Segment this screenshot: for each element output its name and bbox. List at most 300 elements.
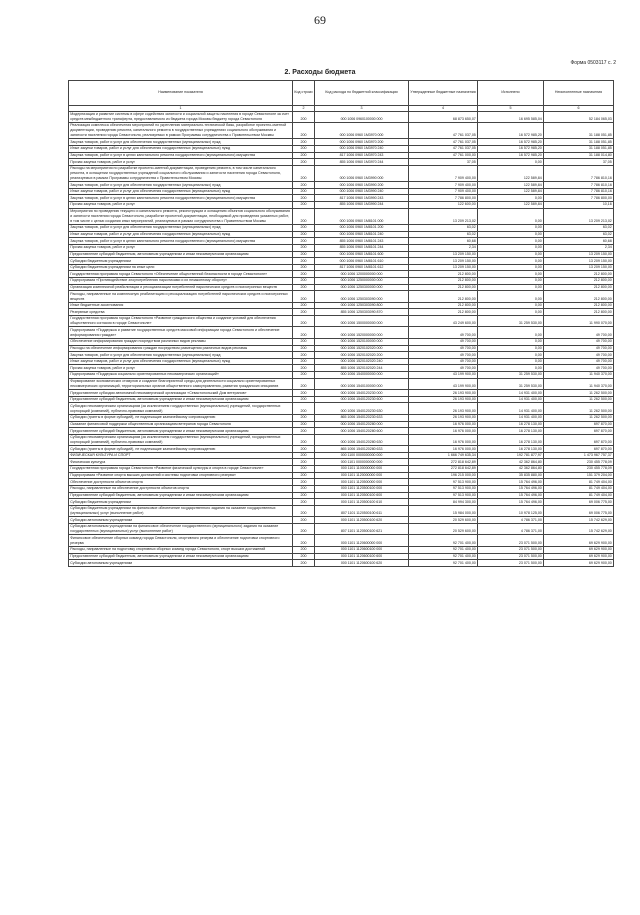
table-row [69, 316, 614, 327]
row-unexecuted-cell: 11 262 500,00 [544, 414, 614, 421]
table-row [69, 188, 614, 195]
table-row [69, 271, 614, 278]
row-classification-cell: 000 1006 0960 1М8101 200 [315, 225, 409, 232]
row-approved-cell: 16 976 000,00 [409, 421, 478, 428]
column-number: 2 [293, 105, 315, 111]
row-classification-cell: 000 1006 0960 1М3990 200 [315, 182, 409, 189]
row-executed-cell: 4 786 371,00 [478, 517, 544, 524]
row-classification-cell: 000 1006 1540000000 000 [315, 372, 409, 379]
row-code-cell: 200 [293, 485, 315, 492]
table-row [69, 390, 614, 397]
row-code-cell: 200 [293, 428, 315, 435]
row-unexecuted-cell: 697 870,00 [544, 421, 614, 428]
row-name-cell: Обеспечение информирования граждан посредством различных видов рекламы [69, 338, 293, 345]
row-approved-cell: 196 215 000,00 [409, 472, 478, 479]
form-label: Форма 0503117 с. 2 [570, 60, 616, 66]
row-unexecuted-cell: 10,16 [544, 202, 614, 209]
row-approved-cell: 49 700,00 [409, 338, 478, 345]
row-approved-cell: 26 193 900,00 [409, 403, 478, 414]
row-unexecuted-cell: 11 940 370,00 [544, 378, 614, 389]
row-name-cell: Предоставление субсидий бюджетным, автономным учреждениям и иным некоммерческим организациям [69, 428, 293, 435]
table-header-row [69, 81, 614, 106]
row-approved-cell: 13 209 150,00 [409, 251, 478, 258]
row-unexecuted-cell: 212 800,00 [544, 284, 614, 291]
row-executed-cell: 0,00 [478, 159, 544, 166]
row-code-cell: 200 [293, 505, 315, 516]
row-classification-cell: 855 1006 1250303090 870 [315, 309, 409, 316]
row-unexecuted-cell: 69 629 900,00 [544, 560, 614, 567]
row-classification-cell: 000 1101 1120600100 600 [315, 553, 409, 560]
row-classification-cell: 000 1006 1540120280 000 [315, 421, 409, 428]
row-classification-cell: 807 1101 1120500100 621 [315, 523, 409, 534]
row-code-cell: 200 [293, 372, 315, 379]
table-row [69, 452, 614, 459]
row-approved-cell: 92 701 400,00 [409, 535, 478, 546]
row-unexecuted-cell: 230 455 778,09 [544, 459, 614, 466]
row-name-cell: Расходы, направленные на комплексную реабилитацию и ресоциализацию потребителей наркотических средств и психотропных веществ [69, 291, 293, 302]
row-classification-cell: 000 1006 0960 1М3990 000 [315, 165, 409, 181]
row-approved-cell: 212 800,00 [409, 271, 478, 278]
row-unexecuted-cell: 151 379 204,00 [544, 472, 614, 479]
row-executed-cell: 16 572 985,20 [478, 123, 544, 139]
row-approved-cell: 43 249 600,00 [409, 316, 478, 327]
row-executed-cell: 16 278 130,00 [478, 421, 544, 428]
row-name-cell: Субсидии автономным учреждениям на финансовое обеспечение государственного (муниципального) задания на оказание государственных (муниципальных) услуг (выполнение работ) [69, 523, 293, 534]
row-classification-cell: 000 1101 1120500100 620 [315, 517, 409, 524]
row-approved-cell: 7 909 400,00 [409, 188, 478, 195]
row-approved-cell: 97 513 900,00 [409, 479, 478, 486]
row-approved-cell: 84 994 300,00 [409, 499, 478, 506]
row-classification-cell: 000 1006 1200000000 000 [315, 271, 409, 278]
row-code-cell: 200 [293, 231, 315, 238]
table-row [69, 466, 614, 473]
table-row [69, 345, 614, 352]
row-code-cell: 200 [293, 271, 315, 278]
row-executed-cell: 0,00 [478, 352, 544, 359]
row-code-cell: 200 [293, 284, 315, 291]
row-approved-cell: 43 199 900,00 [409, 372, 478, 379]
row-code-cell: 200 [293, 345, 315, 352]
row-executed-cell: 14 931 400,00 [478, 403, 544, 414]
row-unexecuted-cell: 69 006 775,00 [544, 499, 614, 506]
row-code-cell: 200 [293, 523, 315, 534]
row-executed-cell: 16 572 985,20 [478, 139, 544, 146]
row-executed-cell: 31 259 530,00 [478, 372, 544, 379]
row-classification-cell: 855 1006 0960 1М8101 244 [315, 244, 409, 251]
row-executed-cell: 10 978 125,00 [478, 505, 544, 516]
row-classification-cell: 000 1101 1120600000 000 [315, 535, 409, 546]
table-row [69, 202, 614, 209]
row-executed-cell: 0,00 [478, 244, 544, 251]
row-executed-cell: 0,00 [478, 258, 544, 265]
table-row [69, 264, 614, 271]
row-name-cell: Государственная программа города Севастополя «Обеспечение общественной безопасности в городе Севастополе» [69, 271, 293, 278]
row-unexecuted-cell: 13 209 150,00 [544, 251, 614, 258]
table-row [69, 291, 614, 302]
row-executed-cell: 0,00 [478, 231, 544, 238]
row-unexecuted-cell: 81 749 404,00 [544, 485, 614, 492]
row-unexecuted-cell: 230 455 778,09 [544, 466, 614, 473]
row-approved-cell: 97 513 900,00 [409, 492, 478, 499]
row-approved-cell: 47 761 000,00 [409, 152, 478, 159]
row-name-cell: Государственная программа города Севастополя «Развитие физической культуры и спорта в городе Севастополе» [69, 466, 293, 473]
row-approved-cell: 92 701 400,00 [409, 553, 478, 560]
row-classification-cell: 000 1006 0960 1М8101 600 [315, 251, 409, 258]
row-approved-cell: 49 700,00 [409, 345, 478, 352]
row-classification-cell: 000 1006 1250000000 000 [315, 278, 409, 285]
row-name-cell: Обеспечение доступности объектов спорта [69, 479, 293, 486]
row-name-cell: Резервные средства [69, 309, 293, 316]
header-indicator-name: Наименование показателя [69, 81, 293, 106]
row-unexecuted-cell: 7 786 810,16 [544, 165, 614, 181]
row-unexecuted-cell: 69 629 900,00 [544, 546, 614, 553]
row-approved-cell: 63,02 [409, 225, 478, 232]
row-unexecuted-cell: 49 700,00 [544, 345, 614, 352]
row-executed-cell: 0,00 [478, 208, 544, 224]
row-approved-cell: 97 513 900,00 [409, 485, 478, 492]
row-approved-cell: 13 209 150,00 [409, 258, 478, 265]
row-code-cell: 200 [293, 352, 315, 359]
table-row [69, 358, 614, 365]
table-row [69, 284, 614, 291]
row-unexecuted-cell: 212 800,00 [544, 278, 614, 285]
table-row [69, 352, 614, 359]
row-unexecuted-cell: 11 990 070,00 [544, 316, 614, 327]
table-row [69, 378, 614, 389]
row-code-cell: 200 [293, 517, 315, 524]
row-executed-cell: 0,00 [478, 238, 544, 245]
row-name-cell: Оказание финансовой поддержки общественным организациям ветеранов города Севастополя [69, 421, 293, 428]
row-approved-cell: 49 700,00 [409, 358, 478, 365]
row-code-cell: 200 [293, 152, 315, 159]
row-name-cell: Расходы, направленные на подготовку спортивных сборных команд города Севастополя, спорт высших достижений [69, 546, 293, 553]
table-row [69, 523, 614, 534]
row-name-cell: Государственная программа города Севастополя «Развитие гражданского общества и создание условий для обеспечения общественного согласия в городе Севастополе» [69, 316, 293, 327]
row-classification-cell: 000 1006 0960100000 000 [315, 111, 409, 122]
row-unexecuted-cell: 697 870,00 [544, 428, 614, 435]
row-executed-cell: 23 071 500,00 [478, 553, 544, 560]
row-classification-cell: 000 1101 0000000000 000 [315, 459, 409, 466]
table-row [69, 414, 614, 421]
table-row [69, 123, 614, 139]
row-code-cell: 200 [293, 414, 315, 421]
table-row [69, 472, 614, 479]
row-code-cell: 200 [293, 365, 315, 372]
table-row [69, 159, 614, 166]
row-approved-cell: 26 193 900,00 [409, 390, 478, 397]
row-executed-cell: 35 835 880,00 [478, 472, 544, 479]
row-unexecuted-cell: 7 786 800,00 [544, 195, 614, 202]
row-unexecuted-cell: 212 800,00 [544, 309, 614, 316]
row-code-cell: 200 [293, 202, 315, 209]
table-row [69, 485, 614, 492]
row-code-cell: 200 [293, 452, 315, 459]
row-name-cell: Подпрограмма «Поддержка социально ориентированных некоммерческих организаций» [69, 372, 293, 379]
row-approved-cell: 49 700,00 [409, 327, 478, 338]
table-row [69, 446, 614, 453]
row-code-cell: 200 [293, 396, 315, 403]
table-row [69, 238, 614, 245]
row-code-cell: 200 [293, 327, 315, 338]
row-unexecuted-cell: 11 940 370,00 [544, 372, 614, 379]
row-classification-cell: 000 1100 0000000000 000 [315, 452, 409, 459]
row-approved-cell: 212 800,00 [409, 284, 478, 291]
row-code-cell: 200 [293, 338, 315, 345]
row-name-cell: Предоставление субсидий бюджетным, автономным учреждениям и иным некоммерческим организациям [69, 251, 293, 258]
row-classification-cell: 000 1006 1520000000 000 [315, 327, 409, 338]
row-code-cell: 200 [293, 309, 315, 316]
table-row [69, 146, 614, 153]
row-code-cell: 200 [293, 251, 315, 258]
row-executed-cell: 42 362 864,80 [478, 459, 544, 466]
row-unexecuted-cell: 49 700,00 [544, 352, 614, 359]
table-row [69, 396, 614, 403]
row-executed-cell: 16 278 130,00 [478, 434, 544, 445]
row-name-cell: Закупка товаров, работ и услуг в целях капитального ремонта государственного (муниципального) имущества [69, 152, 293, 159]
row-code-cell: 200 [293, 553, 315, 560]
row-executed-cell: 0,00 [478, 345, 544, 352]
table-row [69, 152, 614, 159]
row-name-cell: Предоставление субсидии автономной некоммерческой организации «Севастопольский Дом ветеранов» [69, 390, 293, 397]
header-executed: Исполнено [478, 81, 544, 106]
row-code-cell: 200 [293, 182, 315, 189]
row-approved-cell: 7 909 400,00 [409, 165, 478, 181]
row-name-cell: Иные закупки товаров, работ и услуг для обеспечения государственных (муниципальных) нужд [69, 358, 293, 365]
row-code-cell: 200 [293, 238, 315, 245]
row-approved-cell: 7 786 800,00 [409, 195, 478, 202]
row-name-cell: Расходы, направленные на обеспечение доступности объектов спорта [69, 485, 293, 492]
row-classification-cell: 855 1006 1520102020 244 [315, 365, 409, 372]
row-approved-cell: 47 761 037,05 [409, 123, 478, 139]
row-unexecuted-cell: 69 629 900,00 [544, 535, 614, 546]
row-approved-cell: 49 700,00 [409, 352, 478, 359]
row-name-cell: Реализация комплекса обеспечения мероприятий по укреплению материально-технической базы, разработке проектно-сметной документации, проведению ремонта, капитального ремонта в государственных учреждениях социального обслуживания и занятости населения города Севастополя, реализуемых в рамках Программы сотрудничества с Правительством Москвы [69, 123, 293, 139]
row-classification-cell: 000 1006 1250303090 800 [315, 302, 409, 309]
row-name-cell: Иные бюджетные ассигнования [69, 302, 293, 309]
table-row [69, 251, 614, 258]
row-executed-cell: 0,00 [478, 278, 544, 285]
row-executed-cell: 0,00 [478, 365, 544, 372]
row-classification-cell: 000 1006 0960 1М3970 200 [315, 139, 409, 146]
header-line-code: Код строки [293, 81, 315, 106]
row-name-cell: Предоставление субсидий бюджетным, автономным учреждениям и иным некоммерческим организациям [69, 396, 293, 403]
row-name-cell: Закупка товаров, работ и услуг для обеспечения государственных (муниципальных) нужд [69, 352, 293, 359]
row-classification-cell: 000 1006 0960 1М8101 610 [315, 258, 409, 265]
row-classification-cell: 817 1006 0960 1М3990 243 [315, 195, 409, 202]
table-row [69, 139, 614, 146]
row-unexecuted-cell: 11 262 500,00 [544, 403, 614, 414]
row-unexecuted-cell: 31 188 051,85 [544, 139, 614, 146]
row-executed-cell: 14 931 400,00 [478, 390, 544, 397]
row-unexecuted-cell: 1 473 967 757,37 [544, 452, 614, 459]
row-name-cell: Прочая закупка товаров, работ и услуг [69, 159, 293, 166]
row-classification-cell: 000 1006 1540120280 630 [315, 434, 409, 445]
table-row [69, 327, 614, 338]
row-executed-cell: 122 589,84 [478, 165, 544, 181]
row-unexecuted-cell: 13 209 213,02 [544, 208, 614, 224]
row-code-cell: 200 [293, 403, 315, 414]
row-approved-cell: 47 761 037,05 [409, 139, 478, 146]
table-row [69, 517, 614, 524]
row-approved-cell: 92 701 400,00 [409, 546, 478, 553]
row-name-cell: Закупка товаров, работ и услуг в целях капитального ремонта государственного (муниципального) имущества [69, 195, 293, 202]
table-row [69, 165, 614, 181]
row-unexecuted-cell: 7 786 810,16 [544, 188, 614, 195]
row-unexecuted-cell: 49 700,00 [544, 327, 614, 338]
row-code-cell: 200 [293, 195, 315, 202]
row-classification-cell: 000 1006 0960 1М8101 000 [315, 208, 409, 224]
row-unexecuted-cell: 31 188 051,85 [544, 123, 614, 139]
row-executed-cell: 15 764 496,00 [478, 479, 544, 486]
row-classification-cell: 000 1006 0960 1М3970 000 [315, 123, 409, 139]
row-code-cell: 200 [293, 446, 315, 453]
row-code-cell: 200 [293, 302, 315, 309]
row-executed-cell: 192 781 877,97 [478, 452, 544, 459]
row-unexecuted-cell: 11 262 500,00 [544, 390, 614, 397]
table-row [69, 195, 614, 202]
row-approved-cell: 1 666 749 635,34 [409, 452, 478, 459]
row-name-cell: Прочая закупка товаров, работ и услуг [69, 365, 293, 372]
row-approved-cell: 272 818 642,89 [409, 459, 478, 466]
row-executed-cell: 0,00 [478, 291, 544, 302]
row-classification-cell: 865 1006 1540120230 633 [315, 414, 409, 421]
row-name-cell: Субсидии автономным учреждениям [69, 517, 293, 524]
table-row [69, 428, 614, 435]
table-row [69, 560, 614, 567]
table-row [69, 302, 614, 309]
row-executed-cell: 122 589,84 [478, 182, 544, 189]
row-unexecuted-cell: 49 700,00 [544, 358, 614, 365]
row-approved-cell: 212 800,00 [409, 302, 478, 309]
row-code-cell: 200 [293, 358, 315, 365]
row-executed-cell: 0,00 [478, 358, 544, 365]
row-code-cell: 200 [293, 378, 315, 389]
row-executed-cell: 0,00 [478, 327, 544, 338]
row-name-cell: Субсидии некоммерческим организациям (за исключением государственных (муниципальных) учреждений, государственных корпораций (компаний), публично-правовых компаний) [69, 403, 293, 414]
row-classification-cell: 000 1101 1120500000 000 [315, 479, 409, 486]
row-unexecuted-cell: 697 870,00 [544, 434, 614, 445]
row-approved-cell: 15 984 000,00 [409, 505, 478, 516]
row-classification-cell: 000 1101 1100000000 000 [315, 466, 409, 473]
table-row [69, 111, 614, 122]
table-row [69, 231, 614, 238]
row-code-cell: 200 [293, 258, 315, 265]
row-classification-cell: 000 1006 0960 1М3970 240 [315, 146, 409, 153]
row-classification-cell: 865 1006 1540120280 633 [315, 446, 409, 453]
row-code-cell: 200 [293, 492, 315, 499]
row-name-cell: ФИЗИЧЕСКАЯ КУЛЬТУРА И СПОРТ [69, 452, 293, 459]
row-classification-cell: 000 1006 1540120230 600 [315, 396, 409, 403]
row-code-cell: 200 [293, 188, 315, 195]
table-row [69, 505, 614, 516]
row-name-cell: Мероприятия по проведению текущего и капитального ремонта, реконструкции и оснащению объектов социального обслуживания и занятости населения города Севастополя, разработке проектной документации, необходимой для проведения указанных работ, в том числе с целью создания иных мероприятий, реализуемых в рамках сотрудничества с Правительством Москвы [69, 208, 293, 224]
row-classification-cell: 000 1006 1520102020 200 [315, 352, 409, 359]
row-name-cell: Подпрограмма «Поддержка и развитие государственных средств массовой информации города Севастополя и обеспечение информирования граждан» [69, 327, 293, 338]
row-code-cell: 200 [293, 208, 315, 224]
row-name-cell: Иные закупки товаров, работ и услуг для обеспечения государственных (муниципальных) нужд [69, 188, 293, 195]
table-row [69, 372, 614, 379]
row-code-cell: 200 [293, 146, 315, 153]
row-executed-cell: 16 572 985,20 [478, 146, 544, 153]
row-name-cell: Предоставление субсидий бюджетным, автономным учреждениям и иным некоммерческим организациям [69, 553, 293, 560]
row-code-cell: 200 [293, 165, 315, 181]
row-name-cell: Подпрограмма «Развитие спорта высших достижений и системы подготовки спортивного резерва» [69, 472, 293, 479]
row-approved-cell: 272 818 642,89 [409, 466, 478, 473]
row-executed-cell: 0,00 [478, 195, 544, 202]
row-name-cell: Подпрограмма «Противодействие злоупотреблению наркотиками и их незаконному обороту» [69, 278, 293, 285]
table-row [69, 492, 614, 499]
row-executed-cell: 23 071 500,00 [478, 546, 544, 553]
row-code-cell: 200 [293, 244, 315, 251]
row-name-cell: Физическая культура [69, 459, 293, 466]
row-code-cell: 200 [293, 560, 315, 567]
row-approved-cell: 2,34 [409, 244, 478, 251]
row-classification-cell: 817 1006 0960 1М3970 243 [315, 152, 409, 159]
row-executed-cell: 23 071 500,00 [478, 560, 544, 567]
row-name-cell: Субсидии бюджетным учреждениям [69, 499, 293, 506]
row-classification-cell: 000 1101 1120500100 000 [315, 485, 409, 492]
row-name-cell: Субсидии бюджетным учреждениям [69, 258, 293, 265]
row-executed-cell: 15 764 496,00 [478, 499, 544, 506]
budget-expenses-table [68, 80, 614, 567]
row-unexecuted-cell: 81 749 404,00 [544, 492, 614, 499]
row-unexecuted-cell: 212 800,00 [544, 302, 614, 309]
row-classification-cell: 855 1006 0960 1М8101 243 [315, 238, 409, 245]
row-approved-cell: 212 800,00 [409, 309, 478, 316]
row-classification-cell: 855 1006 0960 1М3990 244 [315, 202, 409, 209]
row-approved-cell: 16 976 000,00 [409, 428, 478, 435]
table-row [69, 479, 614, 486]
row-classification-cell: 000 1006 1500000000 000 [315, 316, 409, 327]
row-name-cell: Субсидии бюджетным учреждениям на финансовое обеспечение государственного задания на оказание государственных (муниципальных) услуг (выполнение работ) [69, 505, 293, 516]
row-code-cell: 200 [293, 466, 315, 473]
row-executed-cell: 16 572 985,20 [478, 152, 544, 159]
row-executed-cell: 4 786 371,00 [478, 523, 544, 534]
row-code-cell: 200 [293, 479, 315, 486]
row-unexecuted-cell: 15 742 629,00 [544, 517, 614, 524]
row-name-cell: Прочая закупка товаров, работ и услуг [69, 244, 293, 251]
document-title: 2. Расходы бюджета [284, 69, 356, 76]
row-code-cell: 200 [293, 546, 315, 553]
row-classification-cell: 000 1006 1540120230 630 [315, 403, 409, 414]
row-approved-cell: 16 976 000,00 [409, 434, 478, 445]
row-code-cell: 200 [293, 139, 315, 146]
row-unexecuted-cell: 212 800,00 [544, 291, 614, 302]
row-unexecuted-cell: 2,34 [544, 244, 614, 251]
row-executed-cell: 16 278 130,00 [478, 428, 544, 435]
table-row [69, 546, 614, 553]
row-classification-cell: 000 1006 1520100000 000 [315, 338, 409, 345]
row-classification-cell: 000 1006 1520102020 000 [315, 345, 409, 352]
row-approved-cell: 43 199 900,00 [409, 378, 478, 389]
row-classification-cell: 000 1006 1540120280 600 [315, 428, 409, 435]
row-classification-cell: 855 1006 0960 1М3970 244 [315, 159, 409, 166]
row-code-cell: 200 [293, 278, 315, 285]
row-unexecuted-cell: 63,02 [544, 225, 614, 232]
table-row [69, 258, 614, 265]
row-unexecuted-cell: 31 188 014,80 [544, 152, 614, 159]
table-row [69, 309, 614, 316]
row-unexecuted-cell: 11 262 500,00 [544, 396, 614, 403]
row-approved-cell: 26 193 900,00 [409, 396, 478, 403]
row-classification-cell: 000 1006 1540100000 000 [315, 378, 409, 389]
row-executed-cell: 23 071 500,00 [478, 535, 544, 546]
row-code-cell: 200 [293, 291, 315, 302]
row-classification-cell: 000 1006 1250303090 000 [315, 291, 409, 302]
row-approved-cell: 68 873 650,07 [409, 111, 478, 122]
column-number: 3 [315, 105, 409, 111]
row-executed-cell: 0,00 [478, 251, 544, 258]
